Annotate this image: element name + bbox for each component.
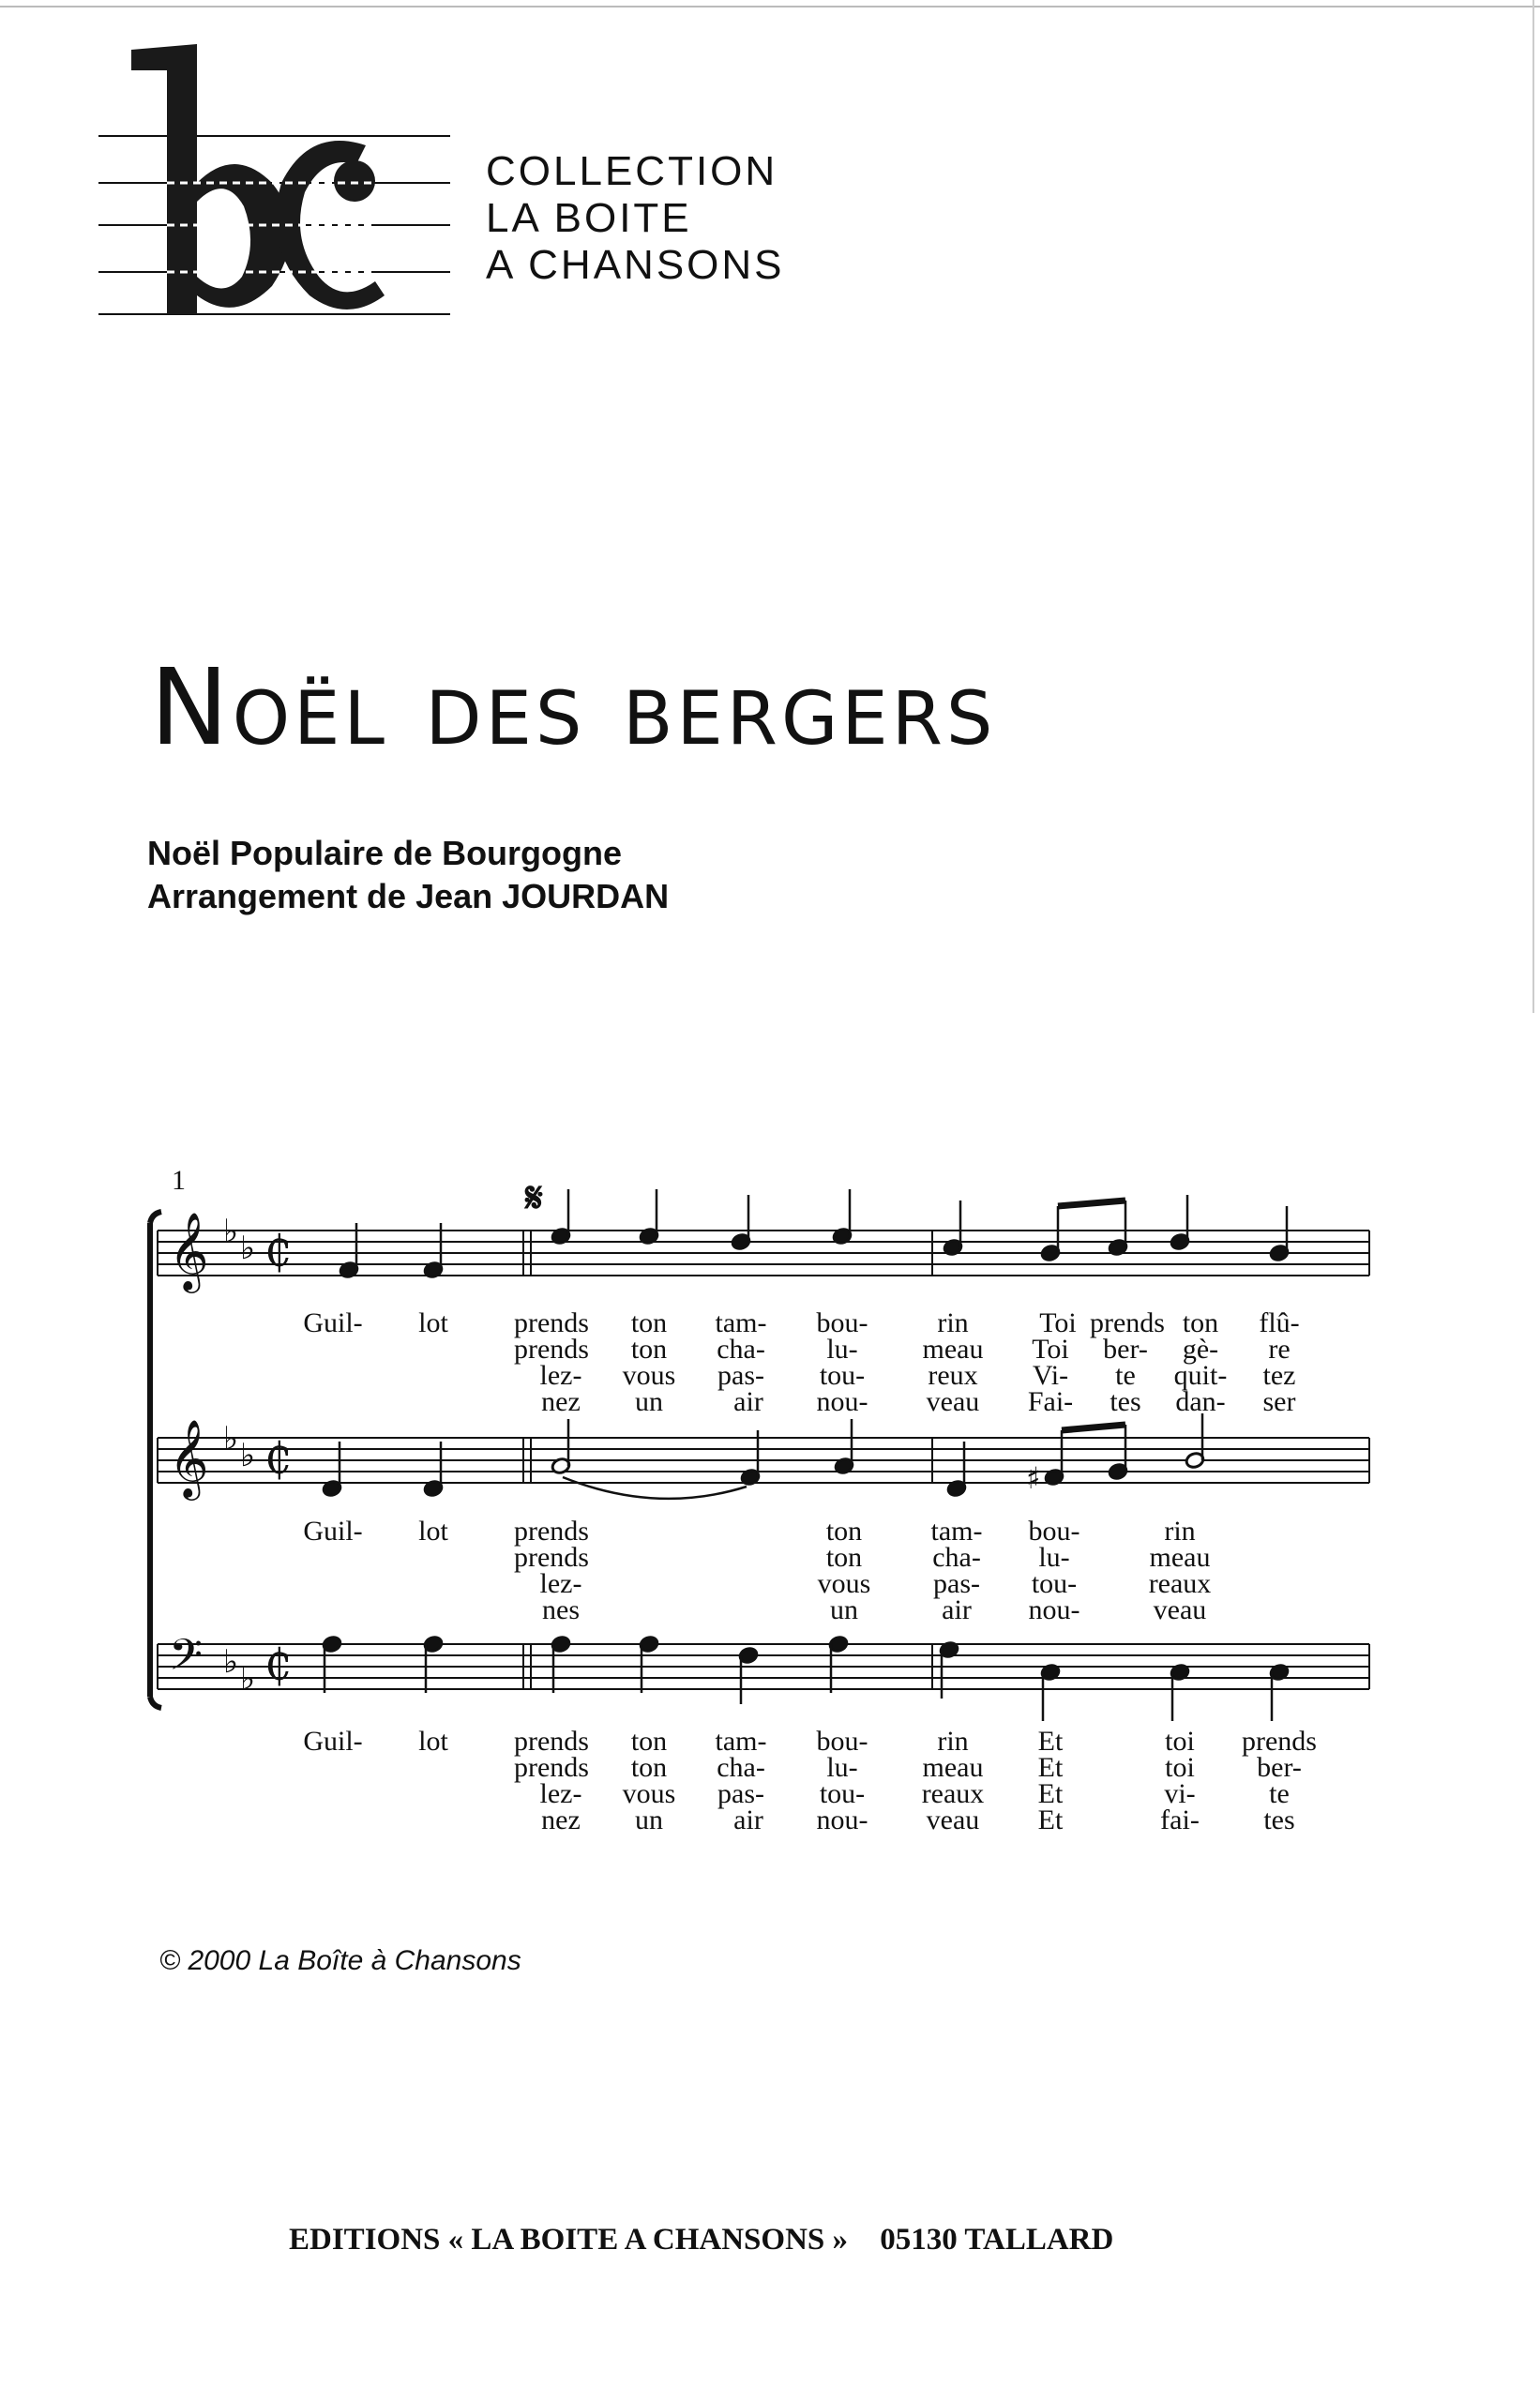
lyric-syllable: Toi — [1039, 1307, 1077, 1338]
lyric-syllable: air — [733, 1805, 763, 1835]
flat-sign-icon: ♭ — [223, 1643, 239, 1681]
lyric-syllable: gè- — [1182, 1334, 1219, 1365]
lyric-syllable: pas- — [717, 1778, 764, 1809]
lyric-syllable: ber- — [1257, 1752, 1302, 1783]
lyric-syllable: un — [830, 1594, 858, 1625]
lyric-syllable: prends — [514, 1726, 589, 1757]
lyric-syllable: lez- — [539, 1568, 582, 1599]
lyric-syllable: Toi — [1032, 1334, 1069, 1365]
lyric-syllable: Guil- — [303, 1516, 363, 1547]
lyric-syllable: prends — [514, 1752, 589, 1783]
flat-sign-icon: ♭ — [240, 1437, 256, 1474]
lyric-syllable: toi — [1165, 1726, 1195, 1757]
lyric-syllable: rin — [937, 1726, 969, 1757]
note — [639, 1635, 659, 1693]
treble-clef-icon: 𝄞 — [169, 1418, 209, 1497]
note — [1040, 1663, 1061, 1721]
lyric-syllable: ton — [630, 1752, 668, 1783]
lyric-syllable: ton — [1182, 1307, 1219, 1338]
note — [1269, 1206, 1290, 1262]
treble-clef-icon: 𝄞 — [169, 1211, 209, 1290]
lyric-syllable: reaux — [921, 1778, 985, 1809]
lyric-syllable: ton — [630, 1334, 668, 1365]
note — [1269, 1663, 1290, 1721]
lyric-syllable: veau — [1153, 1594, 1207, 1625]
note — [639, 1189, 659, 1246]
lyric-syllable: ton — [630, 1726, 668, 1757]
lyric-syllable: reaux — [1148, 1568, 1212, 1599]
lyric-syllable: tam- — [715, 1726, 767, 1757]
lyric-syllable: reux — [928, 1360, 978, 1391]
lyric-syllable: bou- — [816, 1726, 868, 1757]
lyric-syllable: nou- — [816, 1386, 868, 1417]
lyric-syllable: Et — [1037, 1726, 1064, 1757]
song-origin: Noël Populaire de Bourgogne — [147, 834, 623, 872]
lyric-syllable: air — [942, 1594, 972, 1625]
lyric-syllable: ton — [630, 1307, 668, 1338]
publisher-address: 05130 TALLARD — [880, 2223, 1114, 2257]
lyric-syllable: flû- — [1259, 1307, 1300, 1338]
beam — [1062, 1425, 1125, 1430]
lyric-syllable: toi — [1165, 1752, 1195, 1783]
lyric-syllable: nou- — [816, 1805, 868, 1835]
note — [943, 1200, 963, 1257]
lyric-syllable: ton — [825, 1516, 863, 1547]
lyric-syllable: cha- — [717, 1334, 765, 1365]
lyric-syllable: cha- — [717, 1752, 765, 1783]
segno-sign: 𝄋 — [525, 1174, 543, 1222]
lyric-syllable: ber- — [1103, 1334, 1148, 1365]
lyric-syllable: vous — [622, 1778, 676, 1809]
copyright-notice: © 2000 La Boîte à Chansons — [159, 1945, 521, 1976]
note — [551, 1419, 571, 1475]
lyric-syllable: nou- — [1028, 1594, 1080, 1625]
lyric-syllable: tes — [1110, 1386, 1141, 1417]
sharp-sign-icon: ♯ — [1026, 1460, 1041, 1496]
lyric-syllable: prends — [1090, 1307, 1165, 1338]
note — [1170, 1663, 1190, 1721]
note — [1170, 1195, 1190, 1251]
note — [1108, 1425, 1128, 1481]
lyric-syllable: lot — [418, 1307, 448, 1338]
lyric-syllable: quit- — [1173, 1360, 1228, 1391]
lyric-syllable: pas- — [717, 1360, 764, 1391]
note — [322, 1635, 342, 1693]
lyric-syllable: te — [1269, 1778, 1290, 1809]
lyric-syllable: un — [635, 1386, 663, 1417]
flat-sign-icon: ♭ — [223, 1420, 239, 1457]
flat-sign-icon: ♭ — [240, 1660, 256, 1698]
lyric-syllable: ser — [1262, 1386, 1296, 1417]
lyric-syllable: nez — [541, 1805, 581, 1835]
lyric-syllable: lu- — [1038, 1542, 1070, 1573]
lyric-syllable: tam- — [715, 1307, 767, 1338]
lyric-syllable: air — [733, 1386, 763, 1417]
cut-time-icon: ₵ — [264, 1433, 293, 1484]
flat-sign-icon: ♭ — [240, 1230, 256, 1267]
lyric-syllable: meau — [922, 1334, 984, 1365]
lyric-syllable: lez- — [539, 1778, 582, 1809]
logo-letters: bc — [94, 30, 109, 46]
lyric-syllable: Guil- — [303, 1307, 363, 1338]
song-arranger: Arrangement de Jean JOURDAN — [147, 877, 670, 915]
lyric-syllable: tou- — [819, 1360, 866, 1391]
cut-time-icon: ₵ — [264, 1226, 293, 1276]
note — [1185, 1413, 1205, 1470]
beam — [1058, 1200, 1125, 1206]
lyric-syllable: rin — [1164, 1516, 1196, 1547]
note — [423, 1635, 444, 1693]
lyric-syllable: lu- — [826, 1334, 858, 1365]
measure-number: 1 — [172, 1165, 186, 1196]
lyric-syllable: nes — [542, 1594, 580, 1625]
lyric-syllable: cha- — [932, 1542, 981, 1573]
lyric-syllable: bou- — [816, 1307, 868, 1338]
lyric-syllable: prends — [514, 1542, 589, 1573]
lyric-syllable: vous — [817, 1568, 871, 1599]
lyric-syllable: vi- — [1164, 1778, 1196, 1809]
lyric-syllable: un — [635, 1805, 663, 1835]
lyric-syllable: meau — [1149, 1542, 1211, 1573]
lyric-syllable: Vi- — [1032, 1360, 1069, 1391]
lyric-syllable: vous — [622, 1360, 676, 1391]
lyric-syllable: lot — [418, 1516, 448, 1547]
note — [738, 1646, 759, 1704]
lyric-syllable: tes — [1263, 1805, 1295, 1835]
lyric-syllable: Et — [1037, 1778, 1064, 1809]
cut-time-icon: ₵ — [264, 1639, 293, 1690]
lyric-syllable: dan- — [1175, 1386, 1226, 1417]
note — [731, 1195, 751, 1251]
lyric-syllable: Et — [1037, 1752, 1064, 1783]
note — [834, 1419, 854, 1475]
lyric-syllable: prends — [514, 1334, 589, 1365]
lyric-syllable: tez — [1262, 1360, 1296, 1391]
lyric-syllable: Et — [1037, 1805, 1064, 1835]
lyric-syllable: lez- — [539, 1360, 582, 1391]
lyric-syllable: pas- — [933, 1568, 980, 1599]
lyric-syllable: nez — [541, 1386, 581, 1417]
note — [551, 1189, 571, 1246]
collection-line-2: LA BOITE — [486, 195, 692, 241]
note — [828, 1635, 849, 1693]
song-title: Noël des bergers — [150, 647, 997, 769]
publisher-footer — [289, 2223, 1138, 2258]
lyric-syllable: tou- — [819, 1778, 866, 1809]
lyric-syllable: veau — [926, 1386, 980, 1417]
lyric-syllable: veau — [926, 1805, 980, 1835]
lyric-syllable: bou- — [1028, 1516, 1080, 1547]
lyric-syllable: rin — [937, 1307, 969, 1338]
lyric-syllable: Fai- — [1027, 1386, 1074, 1417]
lyric-syllable: tam- — [930, 1516, 983, 1547]
flat-sign-icon: ♭ — [223, 1213, 239, 1250]
note — [1040, 1206, 1061, 1262]
lyric-syllable: fai- — [1160, 1805, 1200, 1835]
lyric-syllable: lot — [418, 1726, 448, 1757]
note — [1108, 1200, 1128, 1257]
lyric-syllable: lu- — [826, 1752, 858, 1783]
note — [551, 1635, 571, 1693]
lyric-syllable: tou- — [1031, 1568, 1078, 1599]
lyric-syllable: Guil- — [303, 1726, 363, 1757]
slur — [563, 1477, 747, 1499]
lyric-syllable: prends — [514, 1516, 589, 1547]
bass-clef-icon: 𝄢 — [169, 1630, 204, 1691]
publisher-name: EDITIONS « LA BOITE A CHANSONS » — [289, 2223, 849, 2257]
collection-line-1: COLLECTION — [486, 148, 778, 194]
lyric-syllable: prends — [514, 1307, 589, 1338]
collection-line-3: A CHANSONS — [486, 242, 785, 288]
lyric-syllable: meau — [922, 1752, 984, 1783]
note — [832, 1189, 853, 1246]
lyric-syllable: prends — [1242, 1726, 1317, 1757]
lyric-syllable: re — [1268, 1334, 1291, 1365]
lyric-syllable: ton — [825, 1542, 863, 1573]
lyric-syllable: te — [1115, 1360, 1136, 1391]
